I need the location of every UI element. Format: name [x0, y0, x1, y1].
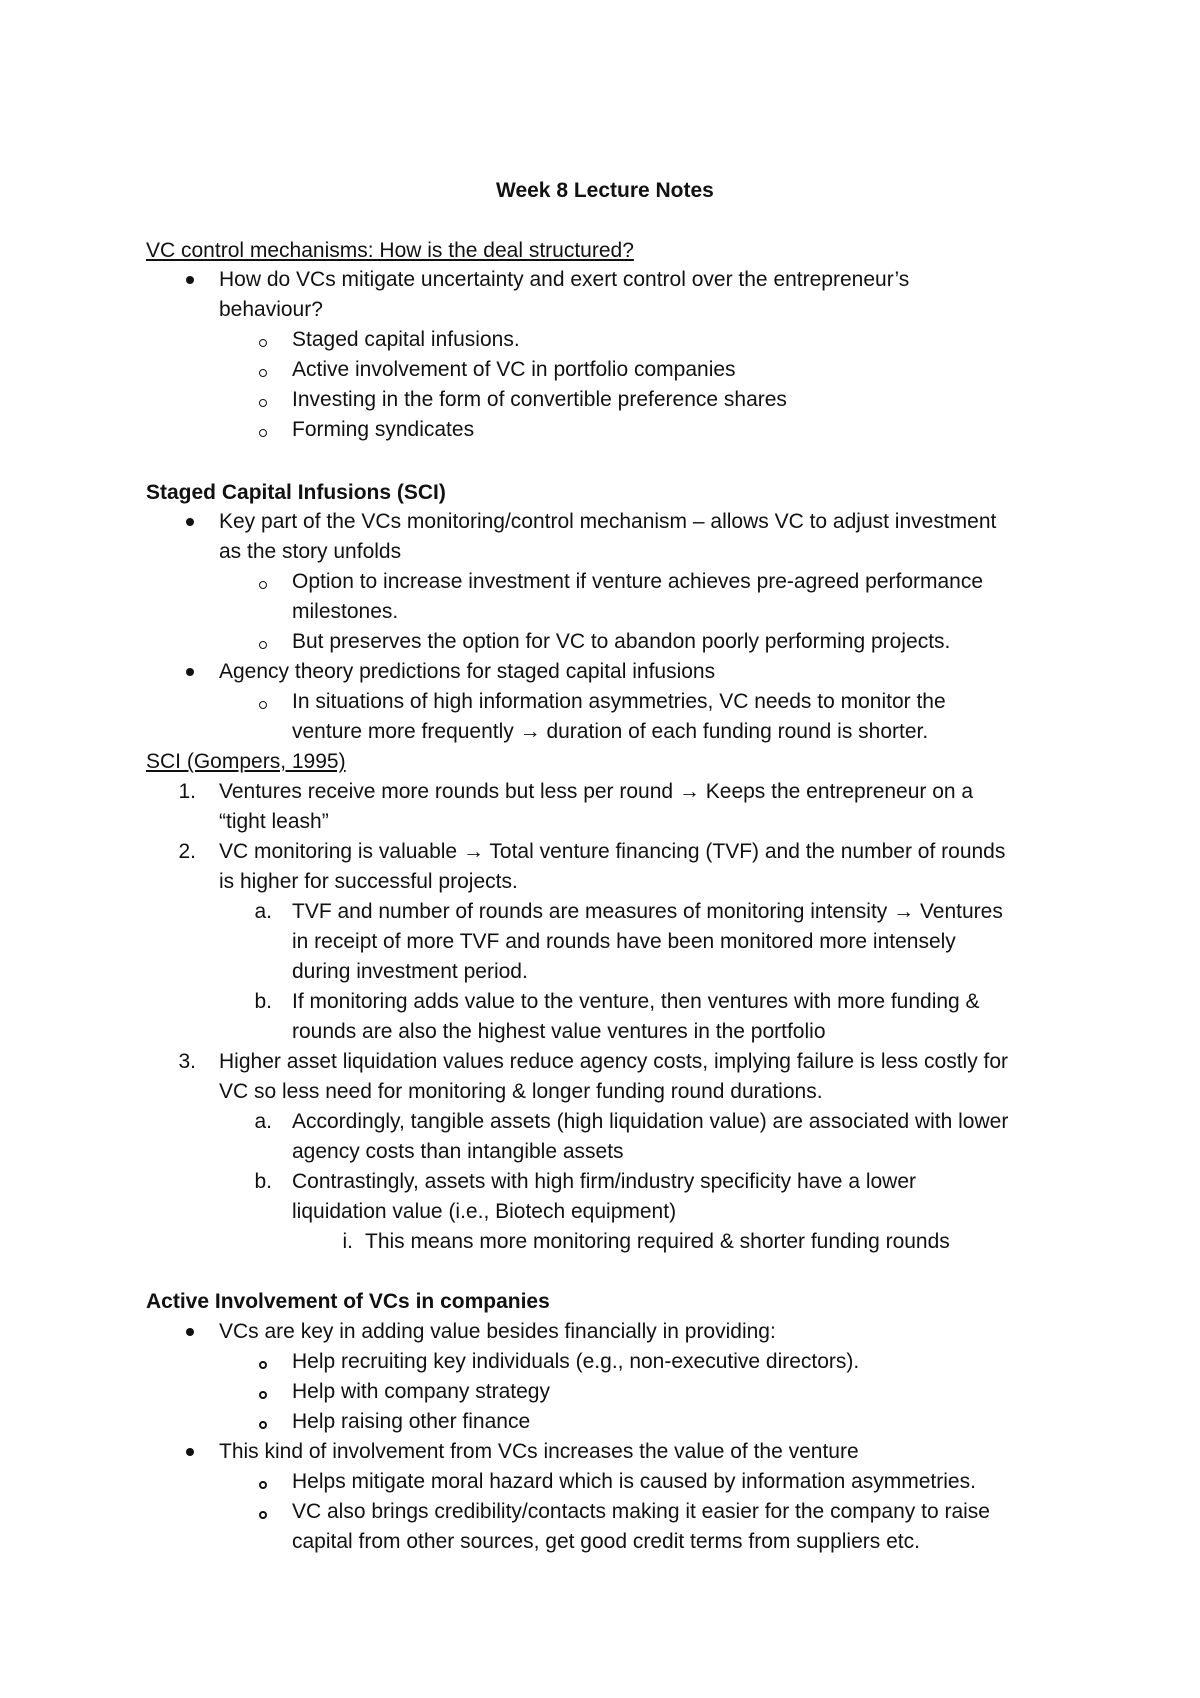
circle-bullet-icon: [259, 1421, 267, 1429]
circle-bullet-icon: [259, 339, 267, 347]
list-item: Ventures receive more rounds but less per round → Keeps the entrepreneur on a: [219, 780, 974, 803]
list-item: In situations of high information asymmetries, VC needs to monitor the: [292, 690, 946, 713]
list-item: TVF and number of rounds are measures of monitoring intensity → Ventures: [292, 900, 1003, 923]
list-item: Help raising other finance: [292, 1410, 531, 1433]
list-item: But preserves the option for VC to abandon poorly performing projects.: [292, 630, 951, 653]
section-heading-sci: Staged Capital Infusions (SCI): [146, 481, 446, 504]
list-item-continuation: is higher for successful projects.: [219, 870, 518, 893]
list-item: VCs are key in adding value besides financially in providing:: [219, 1320, 776, 1343]
list-number: 1.: [178, 780, 196, 803]
list-item-continuation: behaviour?: [219, 298, 323, 321]
list-item: Investing in the form of convertible preference shares: [292, 388, 787, 411]
bullet-dot-icon: [186, 668, 194, 676]
section-heading-gompers: SCI (Gompers, 1995): [146, 750, 346, 773]
list-item-continuation: during investment period.: [292, 960, 528, 983]
list-item: Accordingly, tangible assets (high liquidation value) are associated with lower: [292, 1110, 1009, 1133]
list-item-continuation: liquidation value (i.e., Biotech equipment): [292, 1200, 677, 1223]
list-item: VC also brings credibility/contacts making it easier for the company to raise: [292, 1500, 990, 1523]
bullet-dot-icon: [186, 518, 194, 526]
bullet-dot-icon: [186, 1448, 194, 1456]
list-item: How do VCs mitigate uncertainty and exert control over the entrepreneur’s: [219, 268, 910, 291]
page-title: Week 8 Lecture Notes: [496, 179, 714, 202]
list-item: Higher asset liquidation values reduce agency costs, implying failure is less costly for: [219, 1050, 1009, 1073]
circle-bullet-icon: [259, 641, 267, 649]
list-item-continuation: capital from other sources, get good credit terms from suppliers etc.: [292, 1530, 920, 1553]
bullet-dot-icon: [186, 1328, 194, 1336]
list-item-continuation: in receipt of more TVF and rounds have been monitored more intensely: [292, 930, 956, 953]
list-item: VC monitoring is valuable → Total venture financing (TVF) and the number of rounds: [219, 840, 1006, 863]
circle-bullet-icon: [259, 1391, 267, 1399]
list-item-continuation: venture more frequently → duration of each funding round is shorter.: [292, 720, 929, 743]
list-item: Contrastingly, assets with high firm/industry specificity have a lower: [292, 1170, 917, 1193]
list-item: Helps mitigate moral hazard which is caused by information asymmetries.: [292, 1470, 976, 1493]
list-item-continuation: rounds are also the highest value ventures in the portfolio: [292, 1020, 826, 1043]
list-item: Option to increase investment if venture achieves pre-agreed performance: [292, 570, 984, 593]
list-item: Agency theory predictions for staged capital infusions: [219, 660, 716, 683]
list-item: This means more monitoring required & shorter funding rounds: [365, 1230, 950, 1253]
list-item-continuation: VC so less need for monitoring & longer funding round durations.: [219, 1080, 823, 1103]
list-roman: i.: [342, 1230, 353, 1253]
list-item: Key part of the VCs monitoring/control mechanism – allows VC to adjust investment: [219, 510, 997, 533]
circle-bullet-icon: [259, 701, 267, 709]
circle-bullet-icon: [259, 1481, 267, 1489]
list-item: Active involvement of VC in portfolio companies: [292, 358, 736, 381]
circle-bullet-icon: [259, 369, 267, 377]
circle-bullet-icon: [259, 581, 267, 589]
list-number: 3.: [178, 1050, 196, 1073]
bullet-dot-icon: [186, 276, 194, 284]
circle-bullet-icon: [259, 1361, 267, 1369]
list-item: If monitoring adds value to the venture, then ventures with more funding &: [292, 990, 980, 1013]
list-item: Staged capital infusions.: [292, 328, 520, 351]
circle-bullet-icon: [259, 1511, 267, 1519]
list-item-continuation: milestones.: [292, 600, 399, 623]
list-item: This kind of involvement from VCs increases the value of the venture: [219, 1440, 859, 1463]
list-item: Help recruiting key individuals (e.g., non-executive directors).: [292, 1350, 860, 1373]
list-item-continuation: agency costs than intangible assets: [292, 1140, 624, 1163]
section-heading-active-involvement: Active Involvement of VCs in companies: [146, 1290, 550, 1313]
list-letter: a.: [254, 1110, 272, 1133]
section-heading-control-mechanisms: VC control mechanisms: How is the deal structured?: [146, 239, 634, 262]
list-letter: a.: [254, 900, 272, 923]
list-item: Help with company strategy: [292, 1380, 550, 1403]
list-letter: b.: [254, 1170, 272, 1193]
circle-bullet-icon: [259, 429, 267, 437]
list-item-continuation: as the story unfolds: [219, 540, 402, 563]
circle-bullet-icon: [259, 399, 267, 407]
list-letter: b.: [254, 990, 272, 1013]
list-number: 2.: [178, 840, 196, 863]
list-item: Forming syndicates: [292, 418, 475, 441]
list-item-continuation: “tight leash”: [219, 810, 329, 833]
